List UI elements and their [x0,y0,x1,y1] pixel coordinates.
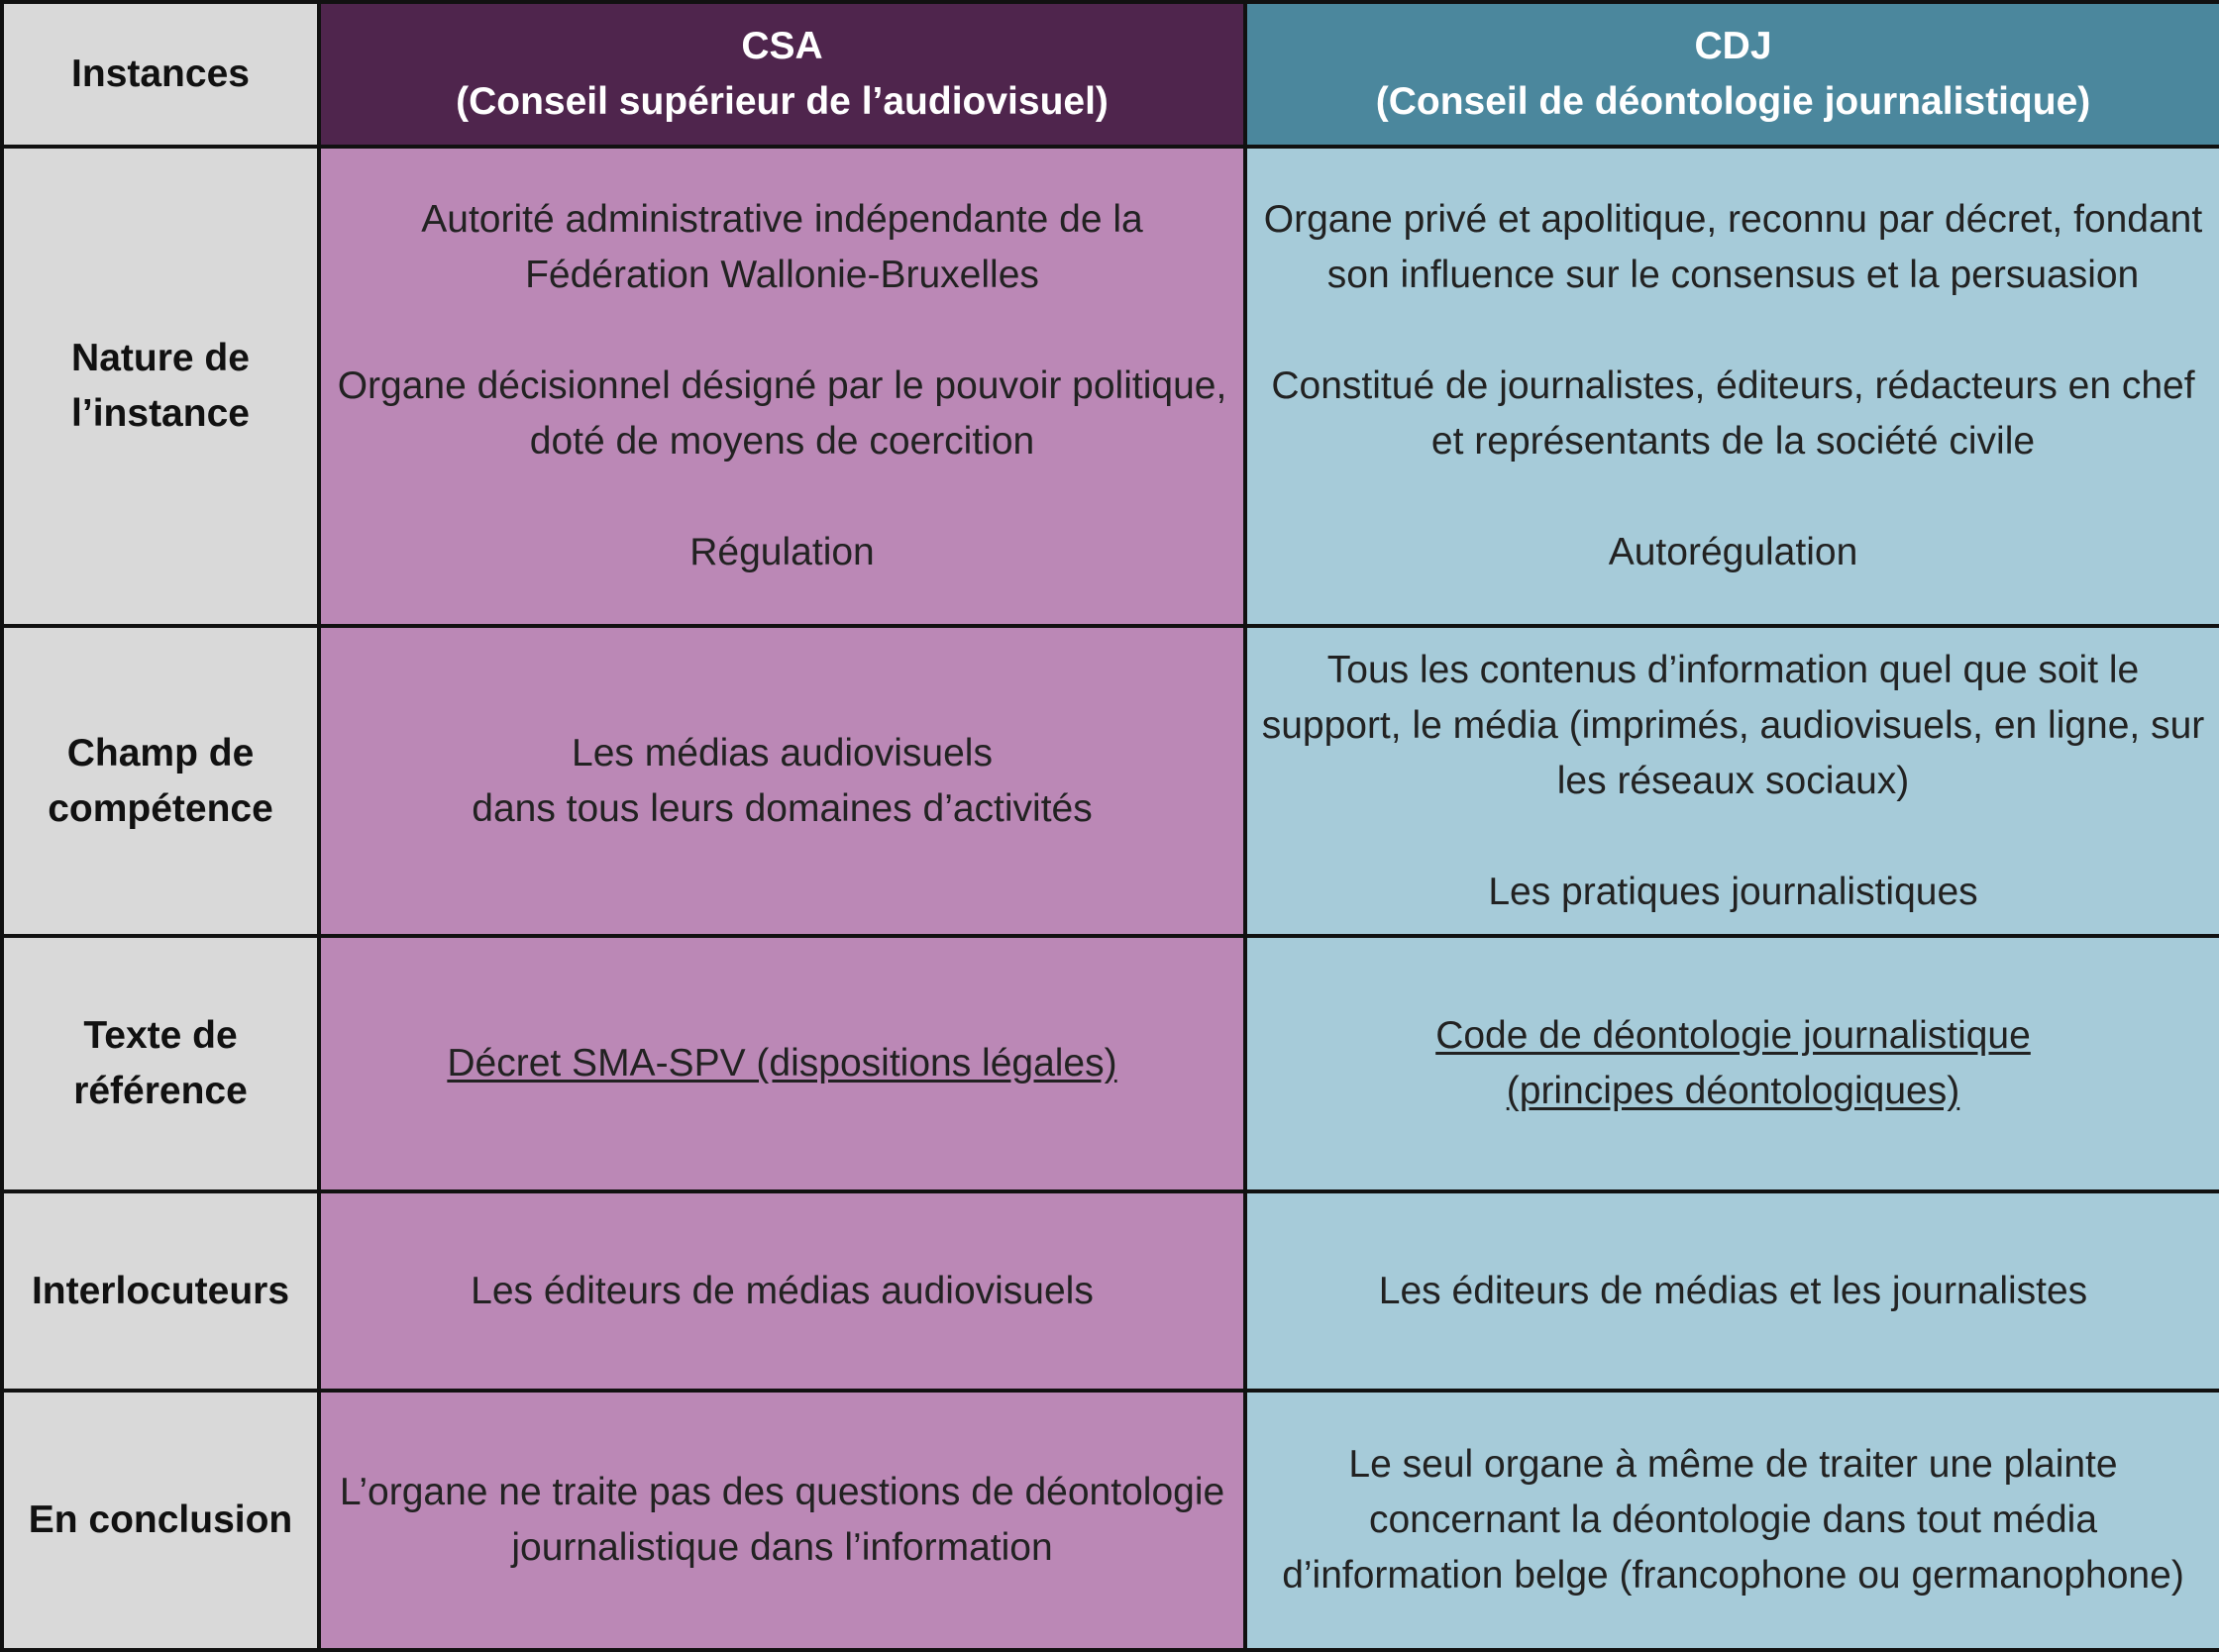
cdj-conclusion: Le seul organe à même de traiter une plainte concernant la déontologie dans tout média d’information belge (francophone ou germanophone) [1245,1391,2219,1650]
decret-link[interactable]: Décret SMA-SPV (dispositions légales) [447,1042,1117,1084]
cdj-champ-p2: Les pratiques journalistiques [1488,870,1978,913]
csa-champ-l1: Les médias audiovisuels [572,731,993,774]
label-texte: Texte de référence [2,936,319,1191]
csa-nature-p2: Organe décisionnel désigné par le pouvoir politique, doté de moyens de coercition [337,364,1227,463]
row-texte [2,936,2219,1191]
cdj-interlocuteurs: Les éditeurs de médias et les journalistes [1245,1191,2219,1391]
label-champ: Champ de compétence [2,626,319,936]
cdj-abbr: CDJ [1694,25,1772,67]
cdj-nature-p2: Constitué de journalistes, éditeurs, rédacteurs en chef et représentants de la société civile [1271,364,2195,463]
header-cdj [1245,2,2219,147]
csa-full-name: (Conseil supérieur de l’audiovisuel) [456,80,1109,123]
csa-champ-l2: dans tous leurs domaines d’activités [472,786,1093,830]
header-instances: Instances [2,2,319,147]
cdj-texte [1245,936,2219,1191]
cdj-champ [1245,626,2219,936]
csa-interlocuteurs: Les éditeurs de médias audiovisuels [319,1191,1245,1391]
label-interlocuteurs: Interlocuteurs [2,1191,319,1391]
header-row [2,2,2219,147]
row-nature [2,147,2219,626]
cdj-full-name: (Conseil de déontologie journalistique) [1375,80,2091,123]
csa-nature-p3: Régulation [689,531,875,573]
cdj-champ-p1: Tous les contenus d’information quel que soit le support, le média (imprimés, audiovisuels, en ligne, sur les réseaux sociaux) [1261,648,2205,802]
csa-texte [319,936,1245,1191]
code-link-l2: (principes déontologiques) [1506,1070,1960,1112]
csa-champ [319,626,1245,936]
row-interlocuteurs [2,1191,2219,1391]
header-csa [319,2,1245,147]
row-champ [2,626,2219,936]
cdj-nature-p3: Autorégulation [1608,531,1858,573]
label-conclusion: En conclusion [2,1391,319,1650]
code-deontologie-link[interactable] [1257,1008,2209,1119]
cdj-nature [1245,147,2219,626]
cdj-nature-p1: Organe privé et apolitique, reconnu par décret, fondant son influence sur le consensus et la persuasion [1263,198,2203,296]
csa-abbr: CSA [741,25,823,67]
label-nature: Nature de l’instance [2,147,319,626]
row-conclusion [2,1391,2219,1650]
csa-nature-p1: Autorité administrative indépendante de la Fédération Wallonie-Bruxelles [421,198,1143,296]
code-link-l1: Code de déontologie journalistique [1435,1014,2031,1057]
csa-conclusion: L’organe ne traite pas des questions de déontologie journalistique dans l’information [319,1391,1245,1650]
csa-nature [319,147,1245,626]
